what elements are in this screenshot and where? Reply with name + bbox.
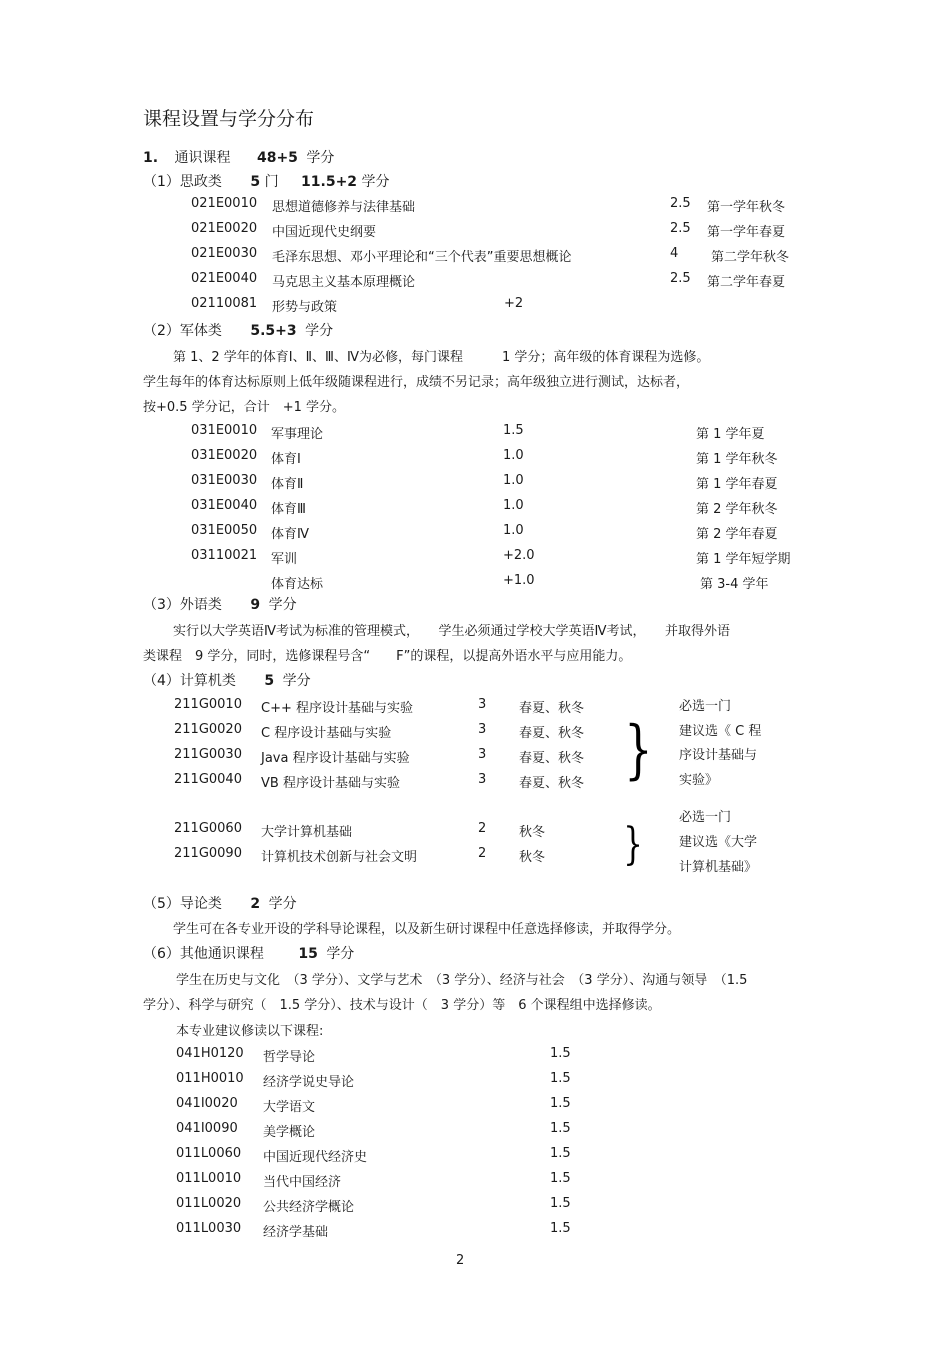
course-name: 军训 [271,552,298,567]
course-term: 第二学年秋冬 [711,250,790,265]
course-name: 毛泽东思想、邓小平理论和“三个代表”重要思想概论 [272,250,572,265]
course-credit: 1.0 [503,473,524,488]
selection-note-line: 建议选《 C 程 [679,723,762,739]
course-name: 当代中国经济 [263,1175,342,1190]
course-term: 第 2 学年春夏 [696,527,778,542]
selection-note-line: 建议选《大学 [679,835,758,850]
course-term: 秋冬 [519,825,546,840]
paragraph: 学生可在各专业开设的学科导论课程，以及新生研讨课程中任意选择修读，并取得学分。 [173,922,681,937]
paragraph: 学生每年的体育达标原则上低年级随课程进行，成绩不另记录；高年级独立进行测试，达标者， [143,375,690,390]
category-heading [143,943,354,963]
paragraph: 学生在历史与文化 （3 学分）、文学与艺术 （3 学分）、经济与社会 （3 学分）、沟通与领导 （1.5 [176,973,748,988]
course-name: 军事理论 [271,427,324,442]
course-name: C 程序设计基础与实验 [261,726,392,741]
category-credits-unit: 学分 [268,597,297,613]
section-heading [143,147,334,167]
course-credit: 1.5 [550,1171,571,1186]
course-code: 021E0040 [191,271,258,286]
course-name: 体育Ⅰ [271,452,301,467]
category-label: （2）军体类 [143,323,222,339]
brace-group-2: } [623,819,643,870]
category-credits: 15 [298,946,318,962]
course-credit: 1.0 [503,523,524,538]
course-code: 031E0020 [191,448,258,463]
course-code: 031E0030 [191,473,258,488]
section-number: 1. [143,150,159,166]
course-term: 第 3-4 学年 [700,577,769,592]
course-credit: 1.5 [503,423,524,438]
paragraph: 第 1、2 学年的体育Ⅰ、Ⅱ、Ⅲ、Ⅳ为必修，每门课程 1 学分；高年级的体育课程为选修。 [173,350,710,365]
course-code: 211G0090 [174,846,242,861]
course-credit: 2 [478,846,487,861]
course-term: 春夏、秋冬 [519,701,585,716]
course-credit: +2.0 [503,548,535,563]
course-term: 第 1 学年春夏 [696,477,778,492]
category-label: （6）其他通识课程 [143,946,264,962]
category-heading [143,171,390,191]
course-term: 春夏、秋冬 [519,776,585,791]
section-credits-unit: 学分 [306,150,335,166]
course-credit: 1.5 [550,1121,571,1136]
selection-note-line: 实验》 [679,772,719,788]
paragraph: 实行以大学英语Ⅳ考试为标准的管理模式， 学生必须通过学校大学英语Ⅳ考试， 并取得外语 [173,624,730,639]
course-term: 春夏、秋冬 [519,726,585,741]
course-credit: 3 [478,747,487,762]
course-term: 第二学年春夏 [707,275,786,290]
course-credit: 1.0 [503,448,524,463]
paragraph: 类课程 9 学分，同时，选修课程号含“ F”的课程，以提高外语水平与应用能力。 [143,649,632,664]
course-code: 031E0040 [191,498,258,513]
category-label: （1）思政类 [143,174,222,190]
category-heading [143,320,333,340]
course-code: 031E0010 [191,423,258,438]
course-term: 第 1 学年夏 [696,427,765,442]
course-term: 第一学年春夏 [707,225,786,240]
category-credits-unit: 学分 [361,174,390,190]
course-term: 春夏、秋冬 [519,751,585,766]
category-credits: 5.5+3 [250,323,297,339]
course-code: 041I0090 [176,1121,238,1136]
course-code: 211G0040 [174,772,242,787]
category-credits-unit: 学分 [326,946,355,962]
course-code: 041H0120 [176,1046,244,1061]
category-count: 5 [250,174,261,190]
course-code: 041I0020 [176,1096,238,1111]
course-term: 第 1 学年短学期 [696,552,791,567]
course-name: 中国近现代史纲要 [272,225,377,240]
category-credits: 9 [250,597,261,613]
course-credit: 1.5 [550,1071,571,1086]
course-code: 011L0030 [176,1221,242,1236]
course-name: 形势与政策 [272,300,338,315]
category-label: （4）计算机类 [143,673,236,689]
course-term: 第 1 学年秋冬 [696,452,778,467]
course-credit: 3 [478,722,487,737]
course-credit: +2 [504,296,524,311]
course-name: 中国近现代经济史 [263,1150,368,1165]
course-credit: 3 [478,772,487,787]
course-name: 大学计算机基础 [261,825,353,840]
selection-note-line: 计算机基础》 [679,860,758,875]
page-number: 2 [456,1253,465,1268]
category-heading [143,893,297,913]
course-name: 经济学基础 [263,1225,329,1240]
course-name: 马克思主义基本原理概论 [272,275,416,290]
course-code: 011L0020 [176,1196,242,1211]
course-credit: 2.5 [670,221,691,236]
course-name: 体育达标 [271,577,324,592]
course-term: 秋冬 [519,850,546,865]
course-credit: 4 [670,246,679,261]
category-heading [143,670,311,690]
course-name: 思想道德修养与法律基础 [272,200,416,215]
category-heading [143,594,297,614]
paragraph: 本专业建议修读以下课程: [176,1024,324,1039]
course-name: 体育Ⅲ [271,502,306,517]
page-title: 课程设置与学分分布 [143,108,315,130]
category-label: （5）导论类 [143,896,222,912]
course-name: 体育Ⅱ [271,477,304,492]
course-code: 02110081 [191,296,258,311]
course-name: 经济学说史导论 [263,1075,355,1090]
category-credits-unit: 学分 [268,896,297,912]
course-code: 03110021 [191,548,258,563]
course-term: 第一学年秋冬 [707,200,786,215]
course-code: 211G0020 [174,722,242,737]
course-name: C++ 程序设计基础与实验 [261,701,413,716]
course-name: 体育Ⅳ [271,527,309,542]
section-credits: 48+5 [256,150,298,166]
course-credit: 1.5 [550,1046,571,1061]
course-credit: +1.0 [503,573,535,588]
paragraph: 按+0.5 学分记，合计 +1 学分。 [143,400,345,415]
course-name: 计算机技术创新与社会文明 [261,850,418,865]
course-code: 211G0060 [174,821,242,836]
category-label: （3）外语类 [143,597,222,613]
course-credit: 1.0 [503,498,524,513]
category-credits-unit: 学分 [282,673,311,689]
category-credits-unit: 学分 [305,323,334,339]
course-name: 公共经济学概论 [263,1200,355,1215]
course-code: 011L0060 [176,1146,242,1161]
course-name: VB 程序设计基础与实验 [261,776,400,791]
course-name: 美学概论 [263,1125,316,1140]
selection-note-line: 必选一门 [679,699,732,714]
course-code: 011L0010 [176,1171,242,1186]
course-code: 031E0050 [191,523,258,538]
section-name: 通识课程 [174,150,231,166]
course-code: 021E0010 [191,196,258,211]
course-name: 大学语文 [263,1100,316,1115]
course-name: Java 程序设计基础与实验 [261,751,410,766]
paragraph: 学分）、科学与研究（ 1.5 学分）、技术与设计（ 3 学分）等 6 个课程组中选择修读。 [143,998,661,1013]
course-code: 011H0010 [176,1071,244,1086]
category-credits: 5 [264,673,275,689]
category-credits: 2 [250,896,261,912]
category-credits: 11.5+2 [301,174,358,190]
selection-note-line: 必选一门 [679,810,732,825]
course-credit: 2.5 [670,271,691,286]
brace-group-1: } [624,713,653,787]
course-code: 021E0020 [191,221,258,236]
course-name: 哲学导论 [263,1050,316,1065]
course-credit: 1.5 [550,1196,571,1211]
course-code: 021E0030 [191,246,258,261]
course-credit: 1.5 [550,1096,571,1111]
course-credit: 2.5 [670,196,691,211]
selection-note-line: 序设计基础与 [679,748,758,763]
course-credit: 2 [478,821,487,836]
course-credit: 1.5 [550,1146,571,1161]
course-code: 211G0010 [174,697,242,712]
course-term: 第 2 学年秋冬 [696,502,778,517]
category-count-unit: 门 [264,174,279,190]
course-credit: 3 [478,697,487,712]
course-credit: 1.5 [550,1221,571,1236]
course-code: 211G0030 [174,747,242,762]
